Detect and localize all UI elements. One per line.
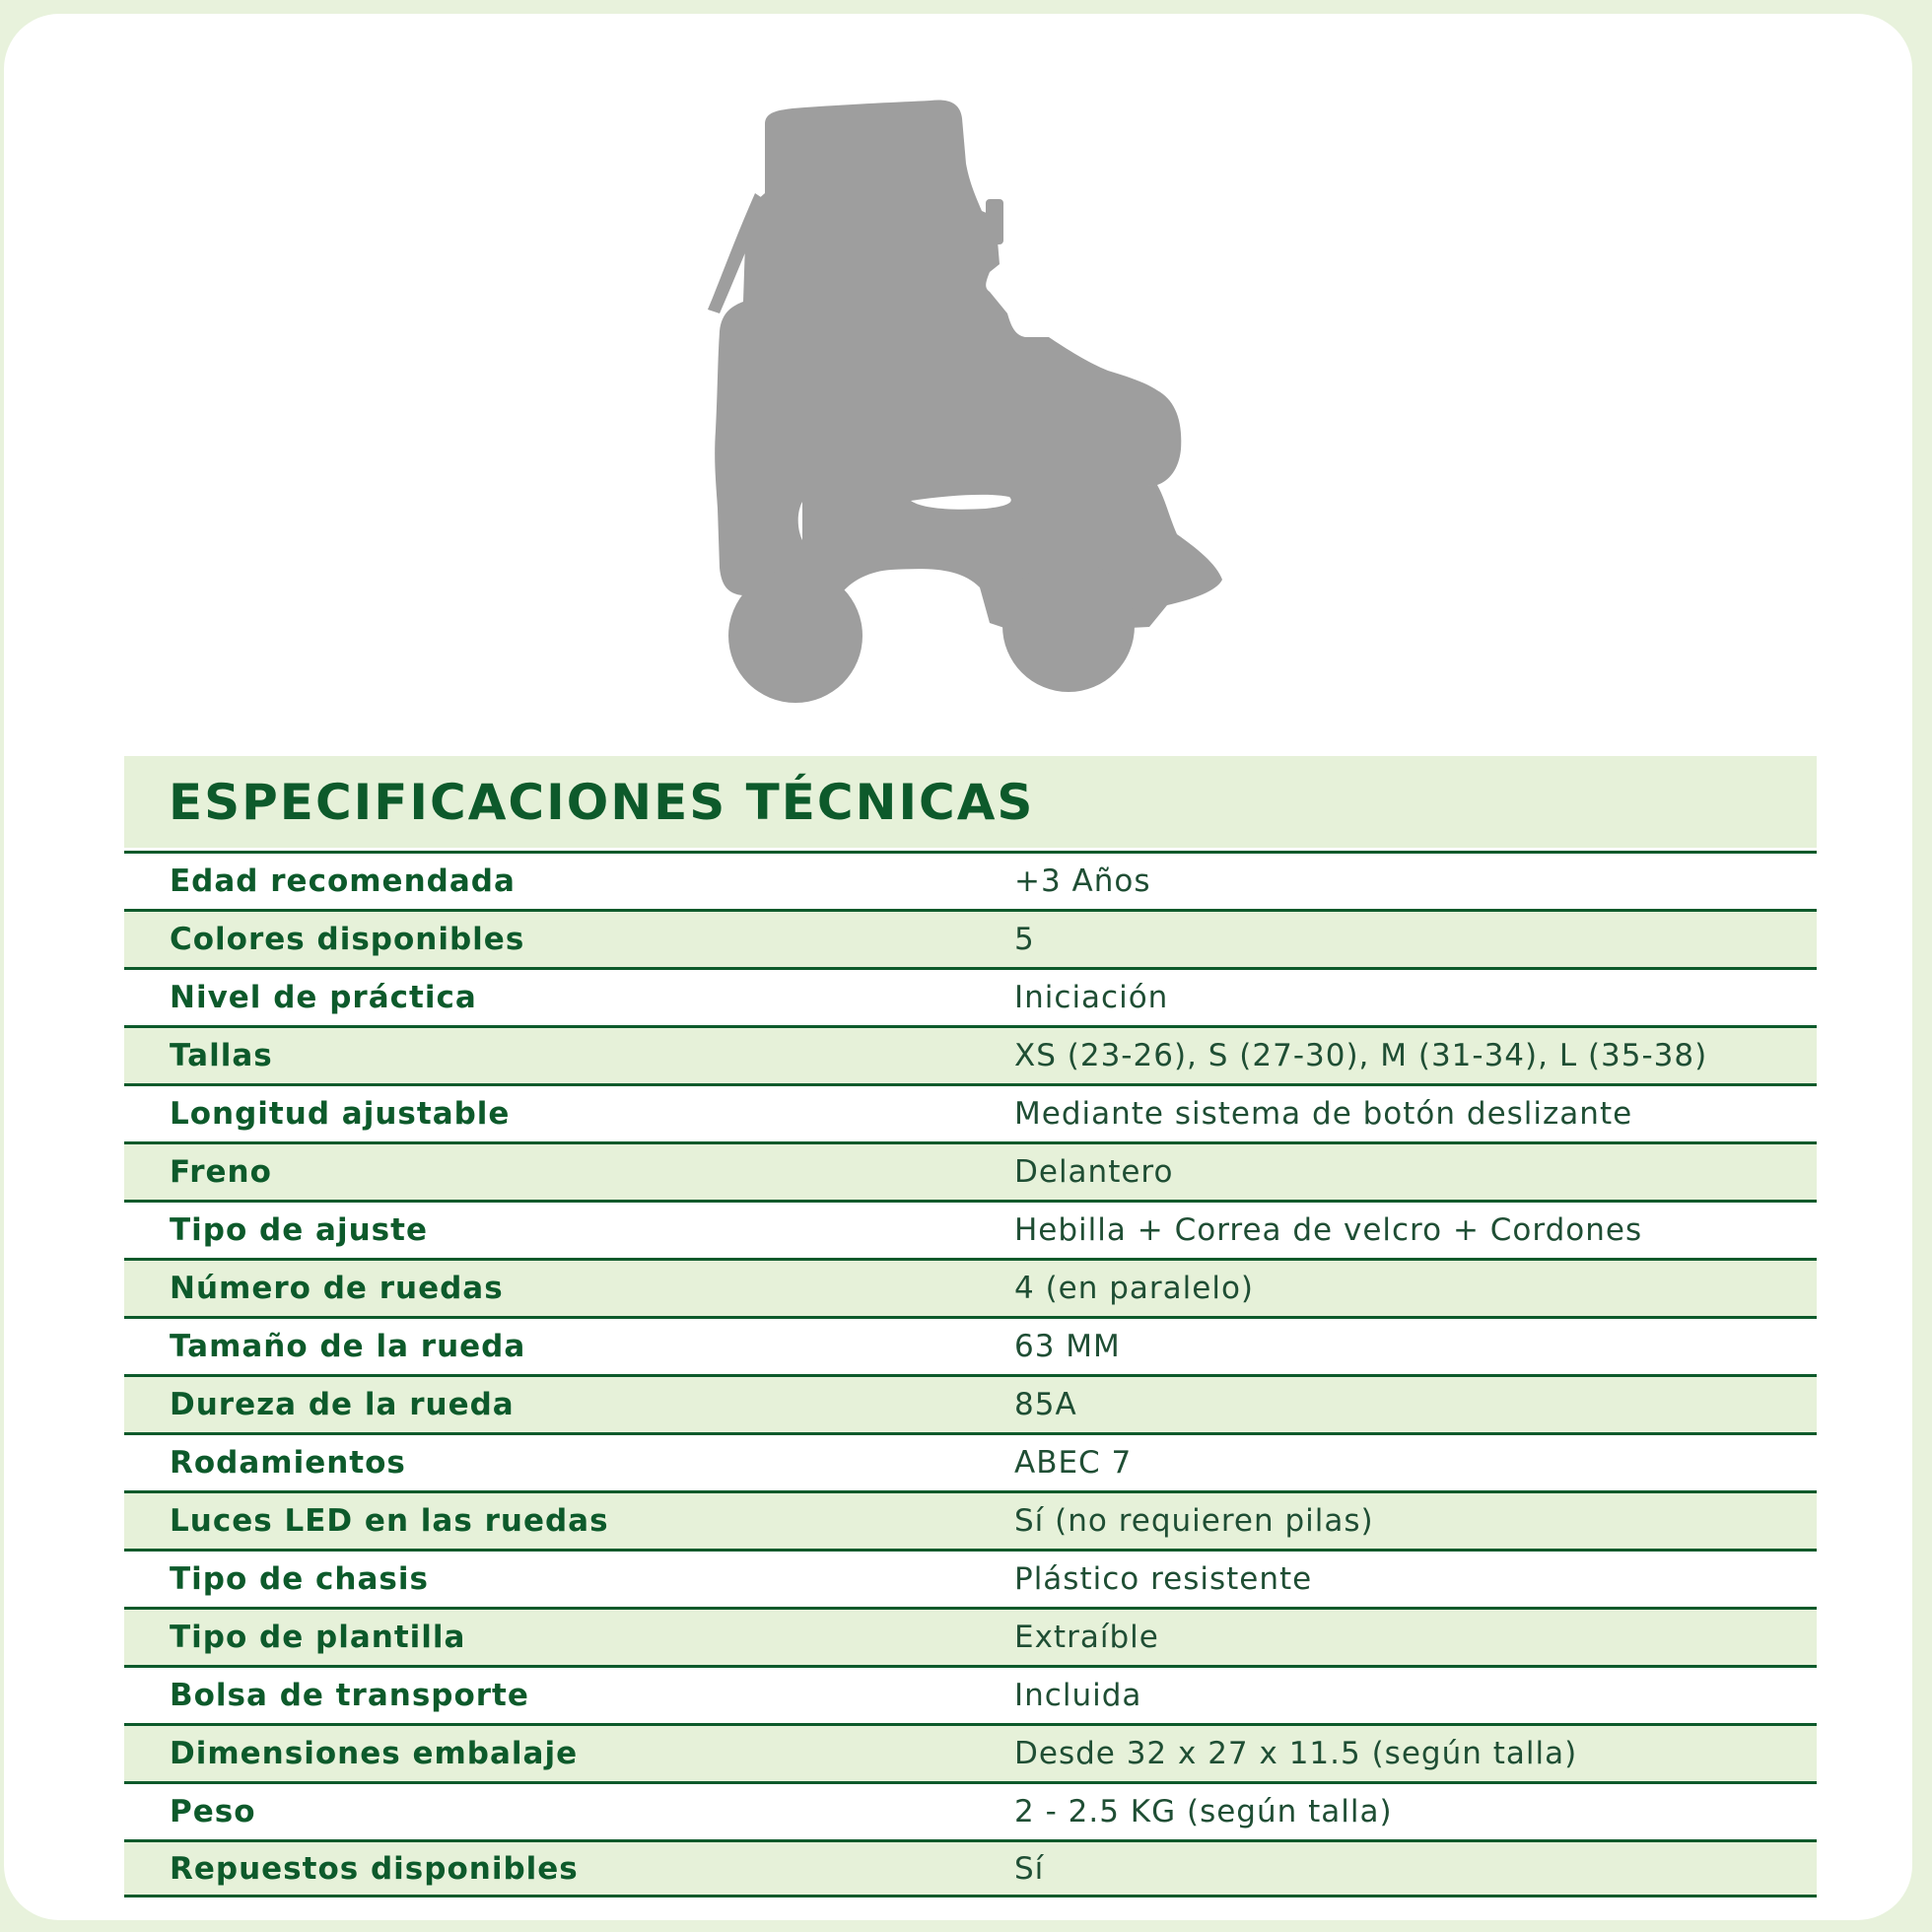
spec-label: Nivel de práctica [170,980,477,1015]
spec-label: Peso [170,1794,256,1829]
spec-row [124,1781,1817,1839]
spec-row [124,1665,1817,1723]
spec-row [124,1490,1817,1549]
spec-table-title: ESPECIFICACIONES TÉCNICAS [169,773,1035,831]
spec-row [124,1316,1817,1374]
spec-label: Dureza de la rueda [170,1387,515,1422]
spec-value: 2 - 2.5 KG (según talla) [1014,1794,1393,1829]
spec-row [124,1200,1817,1258]
spec-label: Tamaño de la rueda [170,1329,526,1364]
spec-value: ABEC 7 [1014,1445,1133,1481]
spec-value: Delantero [1014,1154,1174,1190]
spec-value: Sí [1014,1850,1045,1887]
spec-row [124,909,1817,967]
roller-skate-silhouette-icon [694,95,1236,706]
spec-value: Sí (no requieren pilas) [1014,1503,1374,1539]
spec-row [124,1025,1817,1083]
spec-row [124,967,1817,1025]
spec-value: Iniciación [1014,980,1169,1015]
spec-label: Tipo de chasis [170,1561,429,1597]
spec-value: Extraíble [1014,1620,1159,1655]
spec-row [124,1258,1817,1316]
spec-value: Desde 32 x 27 x 11.5 (según talla) [1014,1736,1578,1771]
spec-value: XS (23-26), S (27-30), M (31-34), L (35-38) [1014,1038,1708,1073]
spec-label: Repuestos disponibles [170,1850,579,1887]
spec-row [124,1083,1817,1141]
spec-value: Incluida [1014,1678,1142,1713]
spec-row [124,1432,1817,1490]
spec-label: Luces LED en las ruedas [170,1503,609,1539]
spec-label: Tipo de ajuste [170,1212,428,1248]
spec-row [124,1607,1817,1665]
spec-label: Dimensiones embalaje [170,1736,579,1771]
spec-table-header [124,756,1817,851]
spec-value: Hebilla + Correa de velcro + Cordones [1014,1212,1643,1248]
spec-label: Rodamientos [170,1445,406,1481]
spec-value: Plástico resistente [1014,1561,1313,1597]
spec-value: 85A [1014,1387,1077,1422]
spec-label: Colores disponibles [170,922,525,957]
spec-label: Edad recomendada [170,863,516,899]
spec-card [4,14,1912,1920]
spec-row [124,851,1817,909]
spec-rows [124,851,1817,1898]
spec-label: Tipo de plantilla [170,1620,466,1655]
spec-label: Bolsa de transporte [170,1678,529,1713]
spec-row [124,1723,1817,1781]
spec-row [124,1374,1817,1432]
spec-row [124,1839,1817,1898]
spec-table [124,756,1817,1898]
spec-label: Tallas [170,1038,273,1073]
spec-value: 4 (en paralelo) [1014,1271,1255,1306]
spec-value: 5 [1014,922,1035,957]
spec-label: Freno [170,1154,272,1190]
spec-label: Número de ruedas [170,1271,504,1306]
spec-row [124,1549,1817,1607]
spec-value: +3 Años [1014,863,1151,899]
spec-row [124,1141,1817,1200]
spec-label: Longitud ajustable [170,1096,511,1132]
spec-value: Mediante sistema de botón deslizante [1014,1096,1633,1132]
spec-value: 63 MM [1014,1329,1121,1364]
